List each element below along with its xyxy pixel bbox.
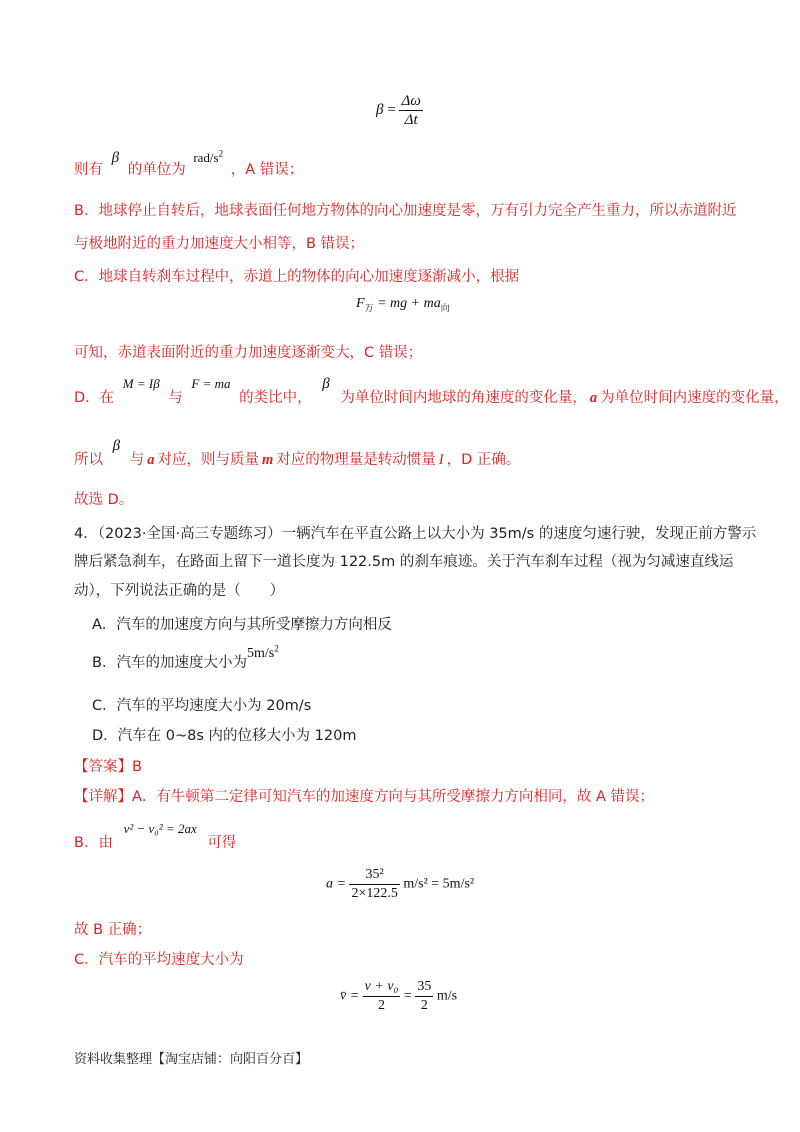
line-a-post: ，A 错误；	[230, 162, 304, 178]
option-c: C．汽车的平均速度大小为 20m/s	[92, 698, 312, 714]
line-d2-pre: 所以	[74, 452, 103, 468]
formula4-eq: =	[403, 988, 412, 1004]
line-d-beta: β	[322, 376, 330, 392]
option-b-text: B．汽车的加速度大小为	[92, 655, 247, 671]
explanation-line-d2	[74, 438, 521, 470]
line-d2-a: a	[147, 452, 155, 468]
formula4-unit: m/s	[436, 988, 458, 1004]
line-d2-I: I	[438, 452, 444, 468]
line-d2-mid2: 对应，则与质量	[157, 452, 259, 468]
option-b	[92, 643, 279, 674]
explanation-line-a	[74, 148, 304, 180]
detail-line-a: 【详解】A．有牛顿第二定律可知汽车的加速度方向与其所受摩擦力方向相同，故 A 错误；	[74, 789, 655, 805]
explanation-line-b1: B．地球停止自转后，地球表面任何地方物体的向心加速度是零，万有引力完全产生重力，所以赤道附近	[74, 203, 737, 219]
line-a-pre: 则有	[74, 162, 103, 178]
formula1-lhs: β	[376, 101, 384, 118]
formula1-fraction	[399, 92, 422, 129]
formula-acceleration	[326, 866, 474, 903]
line-d2-mid3: 对应的物理量是转动惯量	[276, 452, 436, 468]
line-d-and: 与	[168, 390, 183, 406]
option-b-value	[246, 643, 279, 661]
formula-beta-definition	[376, 92, 423, 129]
line-d-pre: D．在	[74, 390, 115, 406]
detail-b-post: 可得	[207, 835, 237, 851]
formula1-denominator: Δt	[404, 112, 418, 128]
formula-gravity	[356, 296, 450, 312]
formula2-rest: = mg + ma	[377, 296, 441, 311]
formula1-eq: =	[387, 101, 396, 118]
formula4-numerator1: v + v₀	[363, 978, 401, 997]
explanation-line-d	[74, 376, 789, 408]
page-footer: 资料收集整理【淘宝店铺：向阳百分百】	[74, 1052, 309, 1067]
explanation-line-c1: C．地球自转刹车过程中，赤道上的物体的向心加速度逐渐减小，根据	[74, 269, 520, 285]
line-d2-m: m	[261, 452, 274, 468]
line-d2-beta: β	[112, 438, 121, 454]
line-d-eq2: F = ma	[191, 376, 231, 391]
option-b-value-exp: 2	[274, 643, 279, 654]
formula2-F-sub: 万	[364, 302, 374, 313]
detail-b-pre: B．由	[74, 835, 113, 851]
line-d-mid: 的类比中，	[239, 390, 312, 406]
formula3-denominator: 2×122.5	[351, 886, 398, 901]
question-4-line3: 动），下列说法正确的是（ ）	[74, 583, 285, 599]
formula3-lhs: a =	[326, 876, 346, 892]
formula2-a-sub: 向	[440, 302, 450, 313]
explanation-line-b2: 与极地附近的重力加速度大小相等，B 错误；	[74, 236, 365, 252]
line-d2-post: ，D 正确。	[446, 452, 521, 468]
formula3-numerator: 35²	[349, 866, 399, 885]
formula3-rest: m/s² = 5m/s²	[403, 876, 475, 892]
formula4-fraction2	[415, 978, 433, 1015]
line-a-unit	[190, 150, 226, 165]
formula1-numerator: Δω	[401, 93, 421, 109]
conclusion-d: 故选 D。	[74, 492, 134, 508]
line-d-post1: 为单位时间内地球的角速度的变化量，	[340, 390, 587, 406]
question-4-line2: 牌后紧急刹车，在路面上留下一道长度为 122.5m 的刹车痕迹。关于汽车刹车过程（视为匀减速直线运	[74, 554, 734, 570]
formula-average-velocity	[340, 978, 457, 1015]
option-d: D．汽车在 0~8s 内的位移大小为 120m	[92, 728, 357, 744]
option-b-value-base: 5m/s	[246, 646, 275, 661]
formula2-F: F	[356, 296, 365, 311]
line-d-a: a	[589, 390, 598, 406]
conclusion-b: 故 B 正确；	[74, 922, 152, 938]
line-d-eq1: M = Iβ	[122, 376, 160, 391]
detail-b-formula: v² − v₀² = 2ax	[123, 821, 197, 836]
detail-line-c: C．汽车的平均速度大小为	[74, 952, 244, 968]
formula4-denominator1: 2	[378, 998, 386, 1013]
question-4-line1: 4．（2023·全国·高三专题练习）一辆汽车在平直公路上以大小为 35m/s 的速度匀速行驶，发现正前方警示	[74, 526, 757, 542]
formula4-denominator2: 2	[420, 998, 428, 1013]
option-a: A．汽车的加速度方向与其所受摩擦力方向相反	[92, 617, 392, 633]
line-a-beta: β	[111, 150, 120, 166]
formula4-fraction1	[363, 978, 401, 1015]
line-d-post2: 为单位时间内速度的变化量，	[600, 390, 789, 406]
line-a-unit-exp: 2	[218, 148, 224, 159]
explanation-line-c2: 可知，赤道表面附近的重力加速度逐渐变大，C 错误；	[74, 345, 423, 361]
formula4-lhs: v̄ =	[340, 988, 360, 1004]
formula4-numerator2: 35	[415, 978, 433, 997]
line-a-unit-base: rad/s	[193, 150, 219, 165]
line-d2-mid1: 与	[129, 452, 145, 468]
detail-line-b	[74, 821, 237, 853]
formula3-fraction	[349, 866, 399, 903]
line-a-mid: 的单位为	[127, 162, 186, 178]
answer-label: 【答案】B	[74, 759, 142, 775]
